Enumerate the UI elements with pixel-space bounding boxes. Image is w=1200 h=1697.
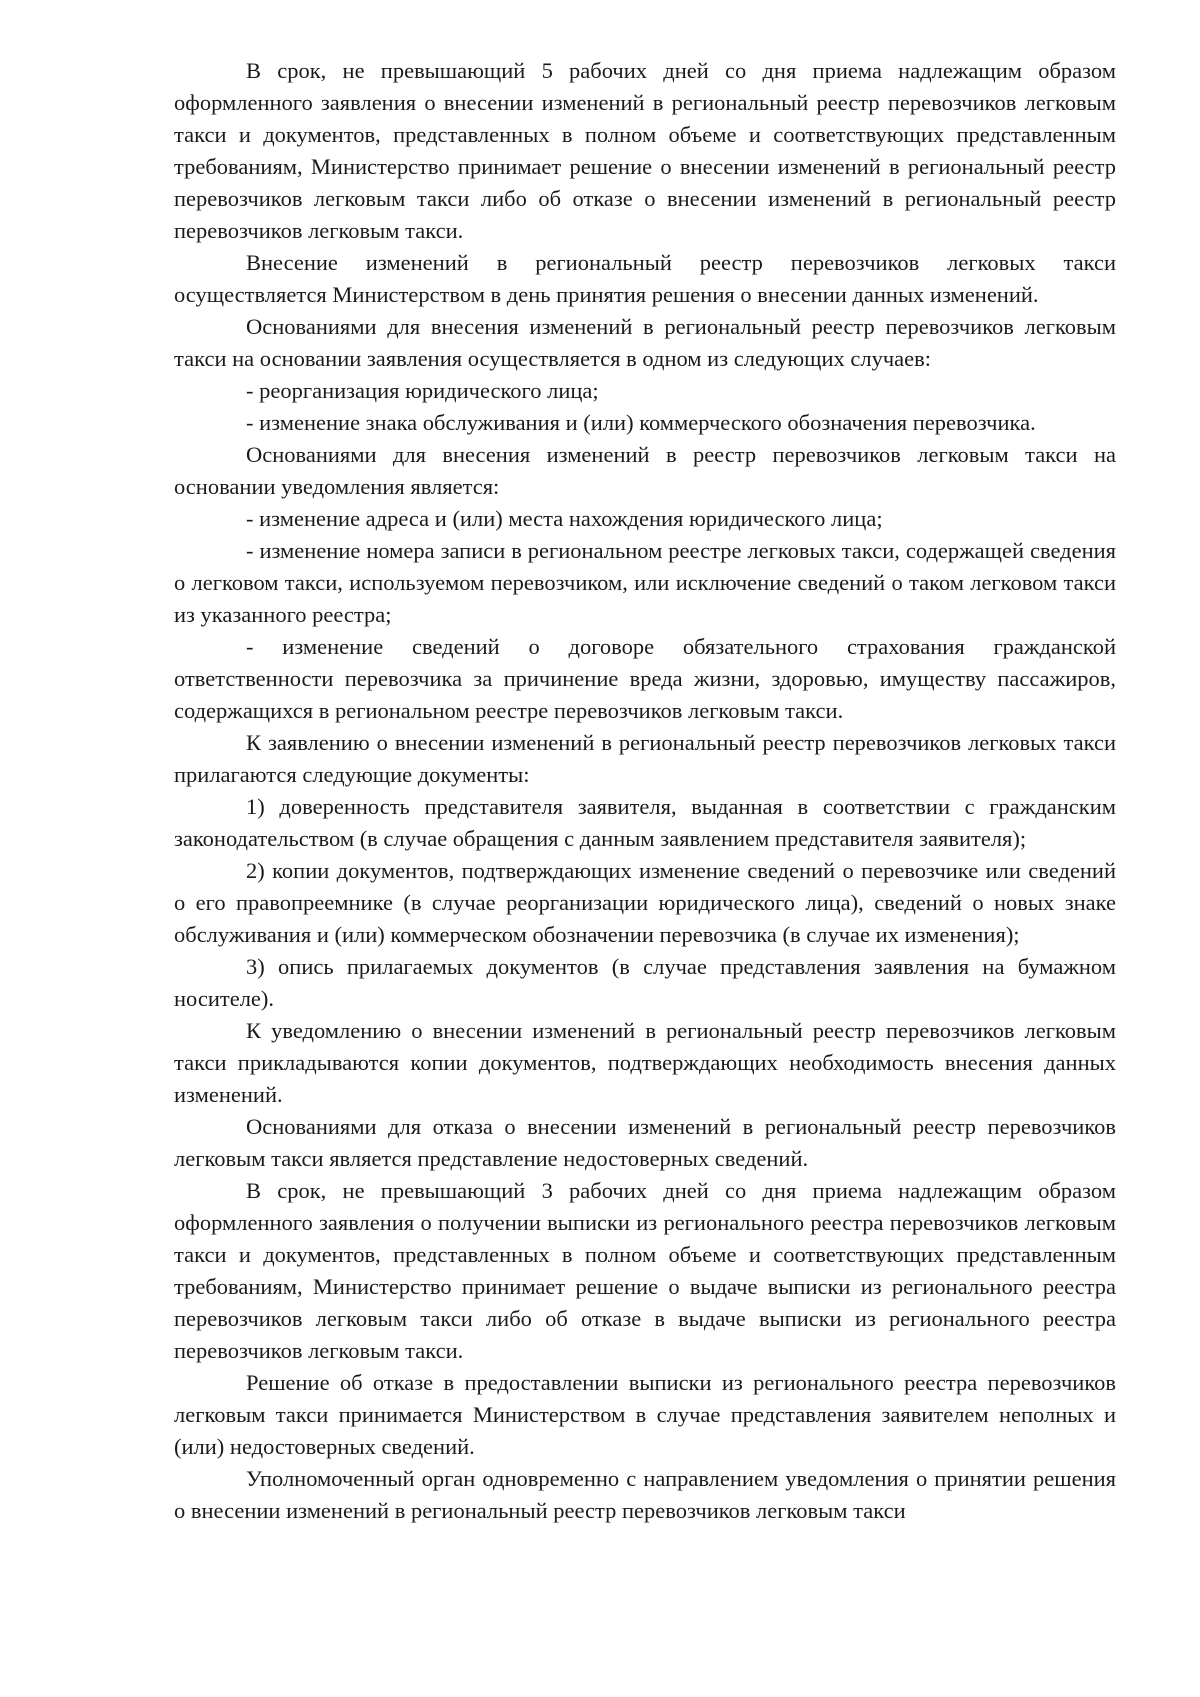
list-item-service-mark: - изменение знака обслуживания и (или) коммерческого обозначения перевозчика.	[246, 410, 1036, 435]
paragraph-grounds-application: Основаниями для внесения изменений в региональный реестр перевозчиков легковым такси на основании заявления осуществляется в одном из следующих случаев:	[174, 314, 1116, 371]
paragraph-refusal-grounds: Основаниями для отказа о внесении изменений в региональный реестр перевозчиков легковым такси является представление недостоверных сведений.	[174, 1114, 1116, 1171]
paragraph-attached-documents: К заявлению о внесении изменений в региональный реестр перевозчиков легковых такси прилагаются следующие документы:	[174, 730, 1116, 787]
list-item-reorganization: - реорганизация юридического лица;	[246, 378, 599, 403]
list-item-power-of-attorney: 1) доверенность представителя заявителя, выданная в соответствии с гражданским законодательством (в случае обращения с данным заявлением представителя заявителя);	[174, 794, 1116, 851]
paragraph-deadline-3-days: В срок, не превышающий 3 рабочих дней со дня приема надлежащим образом оформленного заявления о получении выписки из регионального реестра перевозчиков легковым такси и документов, представленных в полном объеме и соответствующих представленным требованиям, Министерство принимает решение о выдаче выписки из регионального реестра перевозчиков легковым такси либо об отказе в выдаче выписки из регионального реестра перевозчиков легковым такси.	[174, 1178, 1116, 1363]
paragraph-extract-refusal: Решение об отказе в предоставлении выписки из регионального реестра перевозчиков легковым такси принимается Министерством в случае представления заявителем неполных и (или) недостоверных сведений.	[174, 1370, 1116, 1459]
list-item-insurance-change: - изменение сведений о договоре обязательного страхования гражданской ответственности перевозчика за причинение вреда жизни, здоровью, имуществу пассажиров, содержащихся в региональном реестре перевозчиков легковым такси.	[174, 634, 1116, 723]
list-item-record-number-change: - изменение номера записи в региональном реестре легковых такси, содержащей сведения о легковом такси, используемом перевозчиком, или исключение сведений о таком легковом такси из указанного реестра;	[174, 538, 1116, 627]
paragraph-registry-changes: Внесение изменений в региональный реестр перевозчиков легковых такси осуществляется Министерством в день принятия решения о внесении данных изменений.	[174, 250, 1116, 307]
list-item-document-copies: 2) копии документов, подтверждающих изменение сведений о перевозчике или сведений о его правопреемнике (в случае реорганизации юридического лица), сведений о новых знаке обслуживания и (или) коммерческом обозначении перевозчика (в случае их изменения);	[174, 858, 1116, 947]
list-item-address-change: - изменение адреса и (или) места нахождения юридического лица;	[246, 506, 883, 531]
document-body	[174, 55, 1116, 1527]
paragraph-deadline-5-days: В срок, не превышающий 5 рабочих дней со дня приема надлежащим образом оформленного заявления о внесении изменений в региональный реестр перевозчиков легковым такси и документов, представленных в полном объеме и соответствующих представленным требованиям, Министерство принимает решение о внесении изменений в региональный реестр перевозчиков легковым такси либо об отказе о внесении изменений в региональный реестр перевозчиков легковым такси.	[174, 58, 1116, 243]
paragraph-grounds-notification: Основаниями для внесения изменений в реестр перевозчиков легковым такси на основании уведомления является:	[174, 442, 1116, 499]
paragraph-authorized-body: Уполномоченный орган одновременно с направлением уведомления о принятии решения о внесении изменений в региональный реестр перевозчиков легковым такси	[174, 1466, 1116, 1523]
list-item-inventory: 3) опись прилагаемых документов (в случае представления заявления на бумажном носителе).	[174, 954, 1116, 1011]
paragraph-notification-attachments: К уведомлению о внесении изменений в региональный реестр перевозчиков легковым такси прикладываются копии документов, подтверждающих необходимость внесения данных изменений.	[174, 1018, 1116, 1107]
